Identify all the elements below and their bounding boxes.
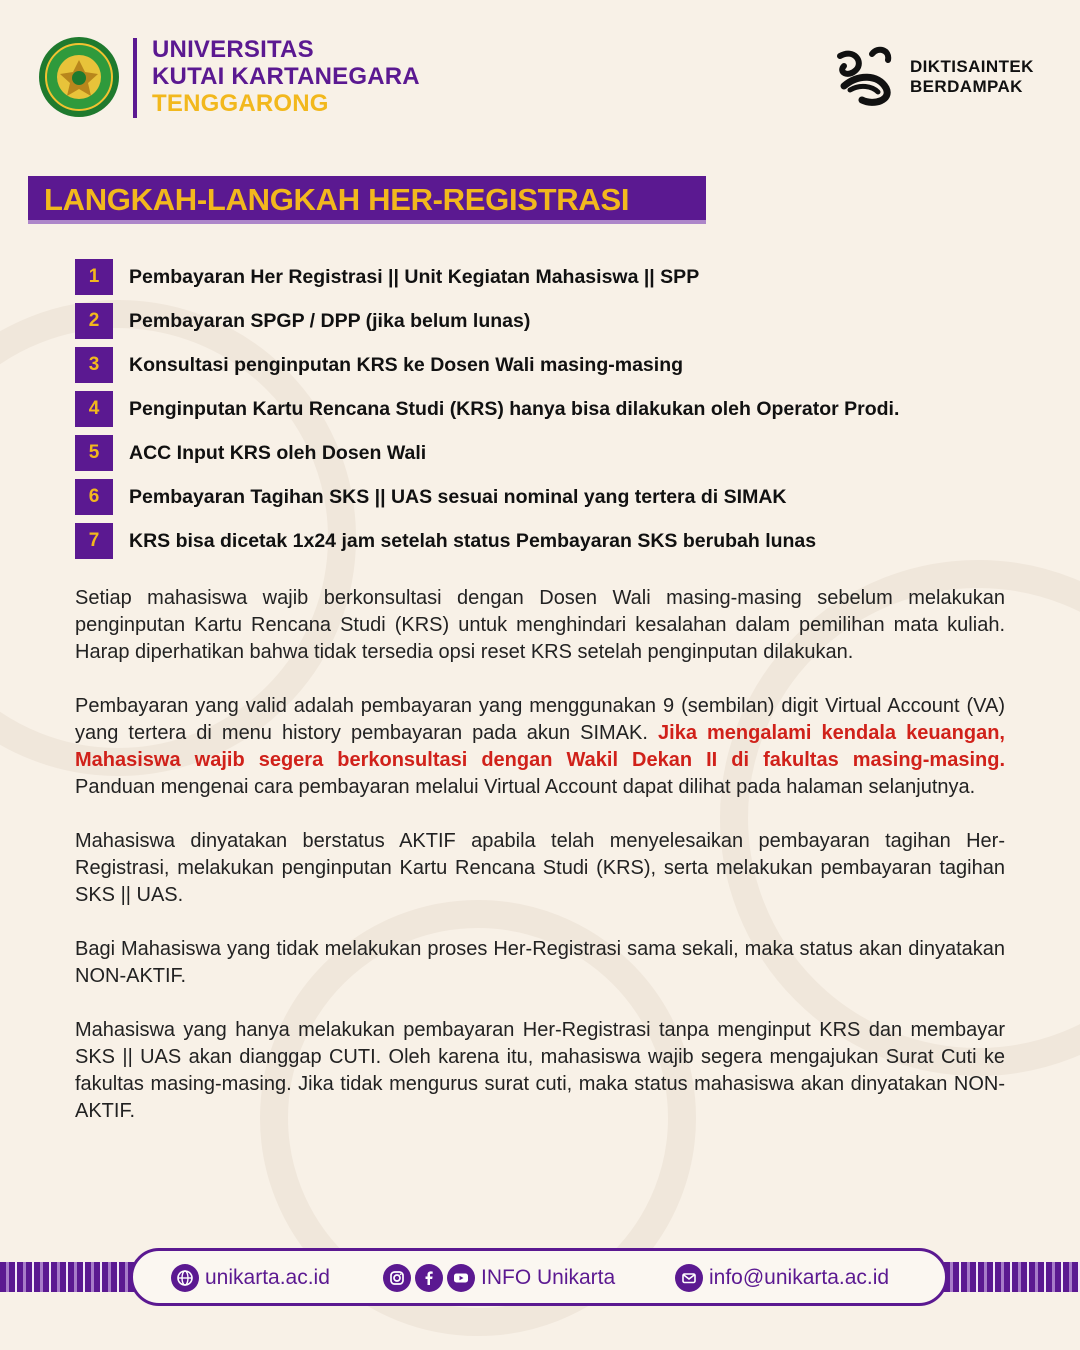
page-title: LANGKAH-LANGKAH HER-REGISTRASI — [44, 182, 630, 217]
instagram-icon — [383, 1264, 411, 1292]
payment-text: Pembayaran yang valid adalah pembayaran yang menggunakan 9 (sembilan) digit Virtual Account (VA) yang tertera di menu history pembayaran pada akun SIMAK. — [75, 695, 1005, 744]
header-divider — [133, 38, 137, 118]
step-number: 6 — [75, 479, 113, 515]
title-banner — [28, 176, 706, 224]
step-number: 7 — [75, 523, 113, 559]
step-number: 4 — [75, 391, 113, 427]
mail-icon — [675, 1264, 703, 1292]
step-text: Penginputan Kartu Rencana Studi (KRS) hanya bisa dilakukan oleh Operator Prodi. — [129, 398, 900, 420]
step-text: Pembayaran SPGP / DPP (jika belum lunas) — [129, 310, 531, 332]
email-text: info@unikarta.ac.id — [709, 1266, 890, 1289]
step-text: Konsultasi penginputan KRS ke Dosen Wali masing-masing — [129, 354, 684, 376]
step-item — [75, 433, 1035, 477]
step-number: 3 — [75, 347, 113, 383]
step-item — [75, 389, 1035, 433]
paragraph-payment — [75, 693, 1005, 801]
paragraph-active-status: Mahasiswa dinyatakan berstatus AKTIF apabila telah menyelesaikan pembayaran tagihan Her-Registrasi, melakukan penginputan Kartu Rencana Studi (KRS), serta melakukan pembayaran tagihan SKS || UAS. — [75, 830, 1005, 906]
email-link[interactable] — [675, 1264, 889, 1292]
step-text: KRS bisa dicetak 1x24 jam setelah status Pembayaran SKS berubah lunas — [129, 530, 817, 552]
dikti-line2: BERDAMPAK — [910, 77, 1023, 96]
youtube-icon — [447, 1264, 475, 1292]
step-item — [75, 477, 1035, 521]
paragraph-leave-status: Mahasiswa yang hanya melakukan pembayaran Her-Registrasi tanpa menginput KRS dan membayar SKS || UAS akan dianggap CUTI. Oleh karena itu, mahasiswa wajib segera mengajukan Surat Cuti ke fakultas masing-masing. Jika tidak mengurus surat cuti, maka status mahasiswa akan dinyatakan NON-AKTIF. — [75, 1019, 1005, 1122]
university-name — [152, 36, 420, 117]
step-text: Pembayaran Tagihan SKS || UAS sesuai nominal yang tertera di SIMAK — [129, 486, 787, 508]
step-number: 1 — [75, 259, 113, 295]
university-name-line3: TENGGARONG — [152, 90, 329, 117]
website-text: unikarta.ac.id — [205, 1266, 330, 1289]
dikti-line1: DIKTISAINTEK — [910, 57, 1034, 76]
diktisaintek-logo-icon — [834, 44, 898, 108]
step-item — [75, 301, 1035, 345]
payment-guide-text: Panduan mengenai cara pembayaran melalui Virtual Account dapat dilihat pada halaman selanjutnya. — [75, 776, 976, 798]
step-item — [75, 521, 1035, 565]
step-text: ACC Input KRS oleh Dosen Wali — [129, 442, 427, 464]
social-handle-text: INFO Unikarta — [481, 1266, 616, 1289]
step-item — [75, 257, 1035, 301]
globe-icon — [171, 1264, 199, 1292]
steps-list — [75, 257, 1035, 565]
step-text: Pembayaran Her Registrasi || Unit Kegiatan Mahasiswa || SPP — [129, 266, 700, 288]
facebook-icon — [415, 1264, 443, 1292]
paragraph-inactive-status: Bagi Mahasiswa yang tidak melakukan proses Her-Registrasi sama sekali, maka status akan dinyatakan NON-AKTIF. — [75, 938, 1005, 987]
step-item — [75, 345, 1035, 389]
university-seal-logo — [38, 36, 120, 118]
university-name-line1: UNIVERSITAS — [152, 36, 314, 63]
paragraph-consultation: Setiap mahasiswa wajib berkonsultasi dengan Dosen Wali masing-masing sebelum melakukan penginputan Kartu Rencana Studi (KRS) untuk menghindari kesalahan dalam pemilihan mata kuliah. Harap diperhatikan bahwa tidak tersedia opsi reset KRS setelah penginputan dilakukan. — [75, 587, 1005, 663]
financial-notice: Jika mengalami kendala keuangan, Mahasiswa wajib segera berkonsultasi dengan Wakil Dekan II di fakultas masing-masing. — [75, 722, 1005, 771]
university-name-line2: KUTAI KARTANEGARA — [152, 63, 420, 90]
social-media-link[interactable] — [383, 1264, 615, 1292]
step-number: 2 — [75, 303, 113, 339]
footer-ornament-right — [944, 1262, 1080, 1292]
footer-ornament-left — [0, 1262, 138, 1292]
step-number: 5 — [75, 435, 113, 471]
website-link[interactable] — [171, 1264, 330, 1292]
footer-contact-bar — [130, 1248, 948, 1306]
body-content — [75, 585, 1005, 1152]
diktisaintek-wordmark — [910, 57, 1034, 97]
